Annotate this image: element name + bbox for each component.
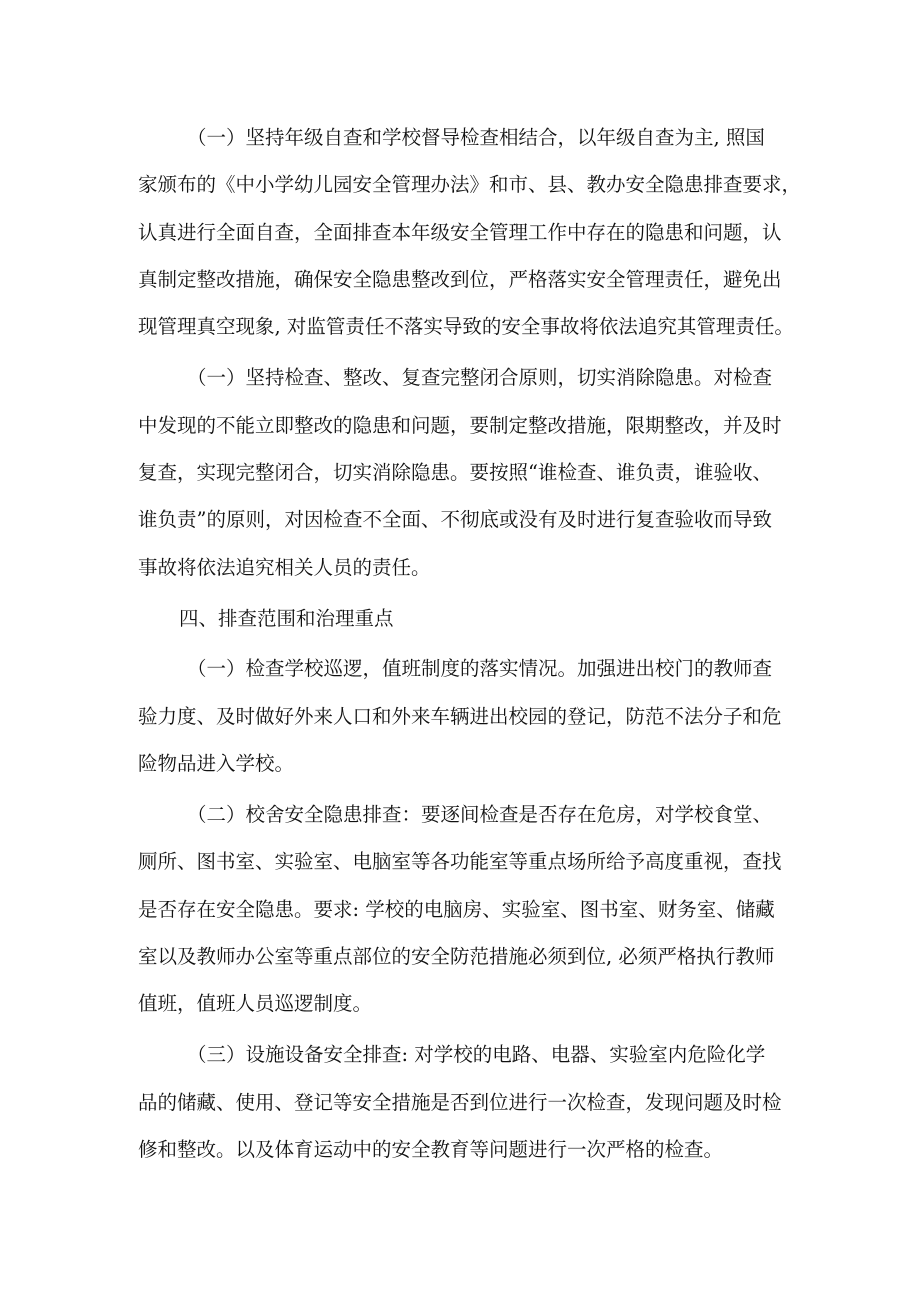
text-line: 修和整改。以及体育运动中的安全教育等问题进行一次严格的检查。 xyxy=(138,1138,724,1161)
text-line: （一）坚持年级自查和学校督导检查相结合，以年级自查为主, 照国 xyxy=(187,126,765,149)
text-line: 谁负责”的原则，对因检查不全面、不彻底或没有及时进行复查验收而导致 xyxy=(138,508,772,531)
text-line: （三）设施设备安全排查: 对学校的电路、电器、实验室内危险化学 xyxy=(187,1043,766,1066)
text-line: （一）坚持检查、整改、复查完整闭合原则，切实消除隐患。对检查 xyxy=(187,366,773,389)
text-line: 认真进行全面自查，全面排查本年级安全管理工作中存在的隐患和问题，认 xyxy=(138,221,782,244)
text-line: 中发现的不能立即整改的隐患和问题，要制定整改措施，限期整改，并及时 xyxy=(138,414,782,437)
text-line: 事故将依法追究相关人员的责任。 xyxy=(138,556,431,579)
text-line: 是否存在安全隐患。要求: 学校的电脑房、实验室、图书室、财务室、储藏 xyxy=(138,898,775,921)
text-line: 室以及教师办公室等重点部位的安全防范措施必须到位, 必须严格执行教师 xyxy=(138,945,775,968)
text-line: 品的储藏、使用、登记等安全措施是否到位进行一次检查，发现问题及时检 xyxy=(138,1091,782,1114)
text-line: （一）检查学校巡逻，值班制度的落实情况。加强进出校门的教师查 xyxy=(187,657,773,680)
text-line: 验力度、及时做好外来人口和外来车辆进出校园的登记，防范不法分子和危 xyxy=(138,705,782,728)
text-line: 家颁布的《中小学幼儿园安全管理办法》和市、县、教办安全隐患排查要求， xyxy=(138,173,802,196)
text-line: 值班，值班人员巡逻制度。 xyxy=(138,992,373,1015)
text-line: 厕所、图书室、实验室、电脑室等各功能室等重点场所给予高度重视，查找 xyxy=(138,850,782,873)
text-line: （二）校舍安全隐患排查：要逐间检查是否存在危房，对学校食堂、 xyxy=(187,803,773,826)
section-heading: 四、排查范围和治理重点 xyxy=(179,607,394,630)
text-line: 复查，实现完整闭合，切实消除隐患。要按照“谁检查、谁负责，谁验收、 xyxy=(138,461,772,484)
text-line: 险物品进入学校。 xyxy=(138,752,295,775)
text-line: 真制定整改措施，确保安全隐患整改到位，严格落实安全管理责任，避免出 xyxy=(138,268,782,291)
text-line: 现管理真空现象, 对监管责任不落实导致的安全事故将依法追究其管理责任。 xyxy=(138,315,794,338)
